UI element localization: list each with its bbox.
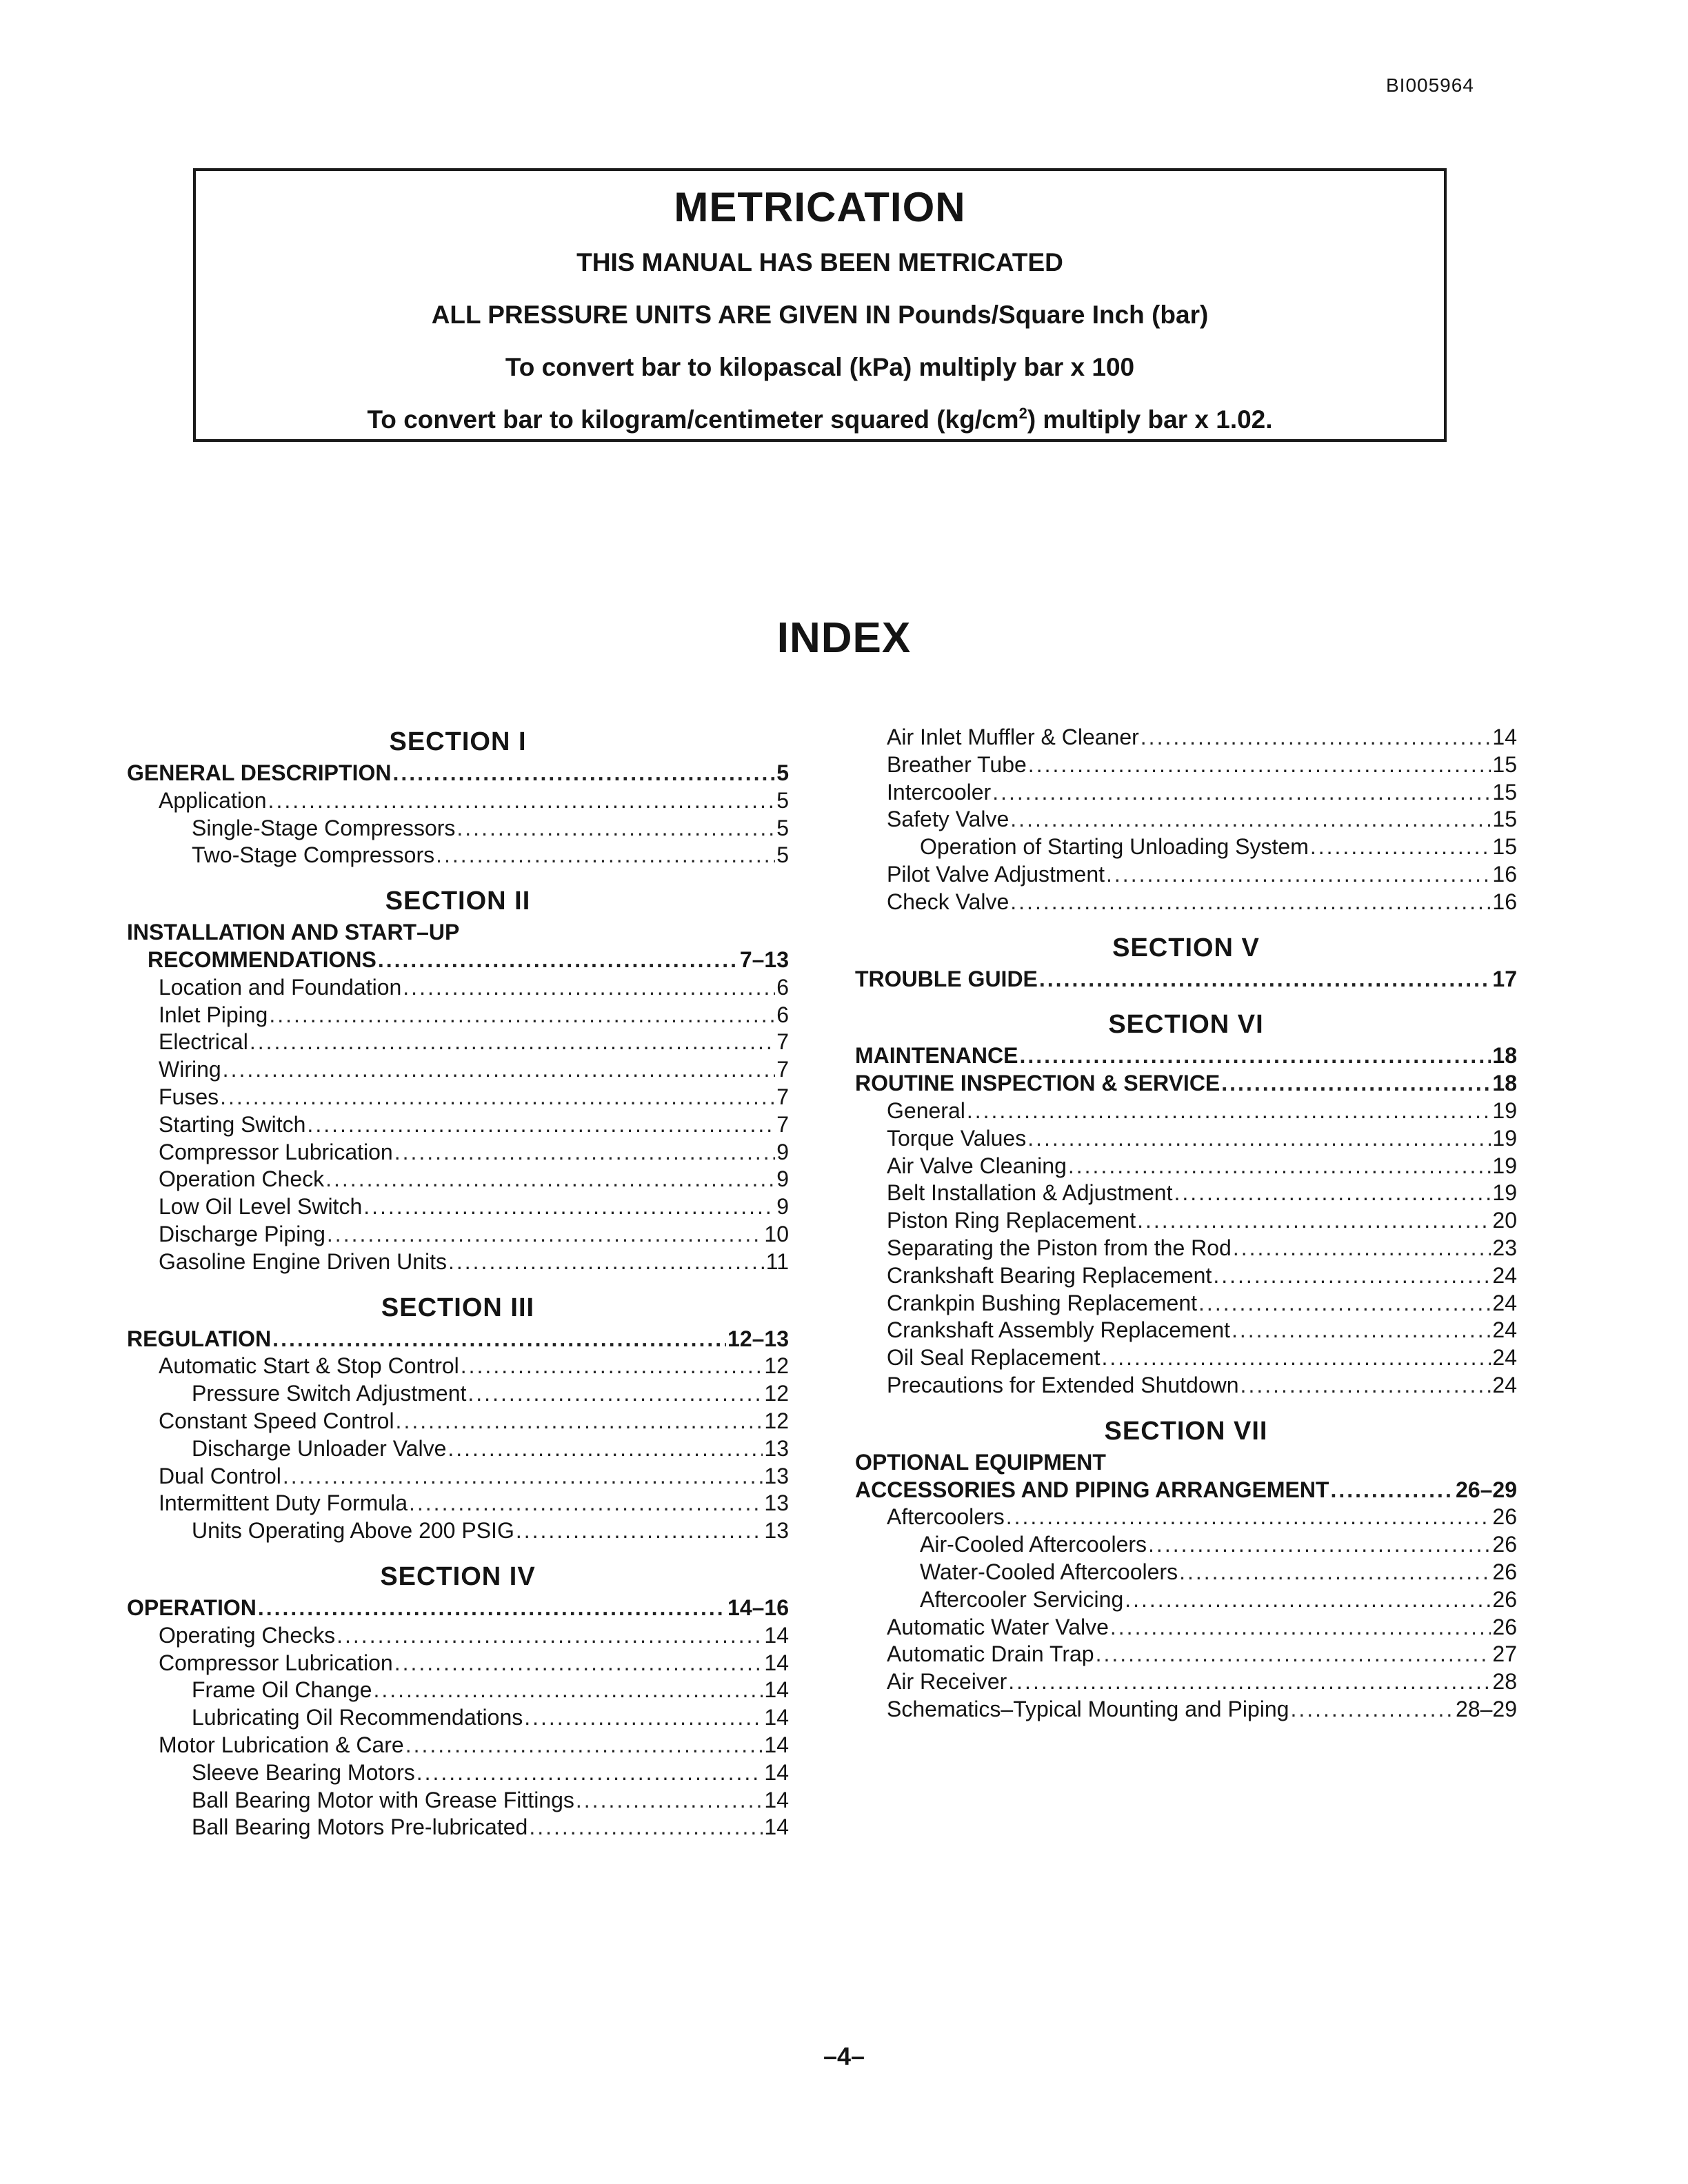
toc-entry-page: 18 — [1492, 1071, 1517, 1096]
toc-entry[interactable] — [855, 1614, 1517, 1641]
toc-entry-page: 24 — [1492, 1372, 1517, 1397]
toc-leader-dots — [403, 974, 775, 1002]
toc-leader-dots — [327, 1221, 763, 1248]
toc-leader-dots — [992, 779, 1491, 807]
toc-entry[interactable] — [127, 1490, 789, 1517]
toc-entry-label: Constant Speed Control — [159, 1408, 394, 1433]
toc-entry-label: Lubricating Oil Recommendations — [192, 1705, 523, 1730]
toc-entry[interactable] — [855, 1504, 1517, 1531]
toc-leader-dots — [1213, 1262, 1491, 1290]
toc-leader-dots — [1125, 1586, 1491, 1614]
metrication-line-1: THIS MANUAL HAS BEEN METRICATED — [576, 248, 1063, 276]
toc-entry-page: 14 — [764, 1622, 789, 1648]
document-id: BI005964 — [1386, 74, 1474, 96]
toc-entry[interactable] — [855, 1070, 1517, 1098]
toc-entry-label: Electrical — [159, 1029, 248, 1055]
toc-leader-dots — [1019, 1042, 1491, 1070]
section-heading: SECTION VI — [1108, 1010, 1264, 1040]
toc-entry[interactable] — [855, 1262, 1517, 1290]
toc-entry-page: 27 — [1492, 1641, 1517, 1667]
toc-entry[interactable] — [855, 1153, 1517, 1180]
toc-entry-label: Two-Stage Compressors — [192, 842, 435, 868]
toc-entry-label: Crankshaft Bearing Replacement — [887, 1262, 1212, 1288]
toc-entry-page: 9 — [776, 1194, 789, 1220]
toc-entry-page: 26 — [1492, 1532, 1517, 1557]
toc-heading-line: INSTALLATION AND START–UP — [127, 920, 460, 945]
toc-leader-dots — [1137, 1207, 1491, 1235]
toc-entry[interactable] — [127, 1166, 789, 1193]
toc-leader-dots — [1106, 861, 1491, 889]
toc-leader-dots — [1096, 1641, 1491, 1668]
toc-entry-label: Fuses — [159, 1084, 219, 1109]
toc-leader-dots — [378, 947, 738, 974]
toc-entry-page: 26 — [1492, 1586, 1517, 1612]
toc-entry[interactable] — [855, 1042, 1517, 1070]
toc-leader-dots — [363, 1193, 775, 1221]
index-title: INDEX — [776, 614, 912, 662]
toc-entry-page: 28–29 — [1456, 1696, 1517, 1721]
toc-leader-dots — [268, 787, 776, 815]
toc-leader-dots — [1198, 1290, 1491, 1317]
toc-entry-label: Oil Seal Replacement — [887, 1345, 1101, 1371]
toc-entry[interactable] — [127, 1139, 789, 1166]
toc-entry[interactable] — [127, 1248, 789, 1276]
toc-entry-label: Compressor Lubrication — [159, 1139, 393, 1164]
toc-entry-page: 24 — [1492, 1345, 1517, 1371]
toc-entry-label: Check Valve — [887, 889, 1009, 914]
toc-leader-dots — [1290, 1696, 1454, 1723]
toc-entry[interactable] — [855, 1290, 1517, 1317]
toc-entry[interactable] — [127, 1650, 789, 1677]
toc-leader-dots — [1141, 724, 1491, 751]
toc-entry[interactable] — [855, 724, 1517, 751]
toc-leader-dots — [1148, 1531, 1491, 1559]
toc-leader-dots — [250, 1029, 775, 1056]
toc-entry-page: 16 — [1492, 889, 1517, 914]
toc-entry-page: 24 — [1492, 1262, 1517, 1288]
toc-entry-page: 19 — [1492, 1125, 1517, 1151]
toc-leader-dots — [1027, 1125, 1491, 1153]
toc-heading-line: OPTIONAL EQUIPMENT — [855, 1449, 1106, 1475]
toc-entry-page: 12 — [764, 1353, 789, 1379]
toc-entry[interactable] — [855, 1696, 1517, 1723]
toc-entry-label: Torque Values — [887, 1125, 1027, 1151]
toc-leader-dots — [1010, 806, 1491, 833]
toc-entry-page: 7–13 — [739, 947, 789, 972]
metrication-line-4-text: To convert bar to kilogram/centimeter squared (kg/cm — [367, 405, 1019, 434]
toc-entry-page: 19 — [1492, 1153, 1517, 1178]
toc-entry[interactable] — [855, 1559, 1517, 1586]
toc-leader-dots — [394, 1650, 763, 1677]
toc-entry-page: 7 — [776, 1111, 789, 1137]
toc-entry-label: Discharge Unloader Valve — [192, 1435, 447, 1461]
toc-leader-dots — [392, 760, 775, 787]
toc-entry-page: 26 — [1492, 1614, 1517, 1639]
toc-entry[interactable] — [127, 1002, 789, 1029]
toc-entry-page: 15 — [1492, 834, 1517, 860]
toc-entry[interactable] — [855, 779, 1517, 807]
toc-entry-page: 10 — [764, 1221, 789, 1246]
toc-entry-page: 16 — [1492, 861, 1517, 887]
toc-entry[interactable] — [127, 1084, 789, 1111]
toc-entry[interactable] — [127, 1517, 789, 1545]
toc-entry-label: Low Oil Level Switch — [159, 1194, 363, 1220]
toc-leader-dots — [258, 1595, 726, 1622]
toc-entry-label: Water-Cooled Aftercoolers — [920, 1559, 1178, 1584]
toc-leader-dots — [1232, 1317, 1491, 1344]
toc-entry-page: 14–16 — [727, 1595, 789, 1620]
toc-entry[interactable] — [855, 806, 1517, 833]
toc-entry-label: Automatic Drain Trap — [887, 1641, 1094, 1667]
toc-entry[interactable] — [855, 751, 1517, 779]
toc-entry[interactable] — [127, 1380, 789, 1408]
toc-entry-label: Separating the Piston from the Rod — [887, 1235, 1232, 1260]
toc-entry[interactable] — [855, 1641, 1517, 1668]
toc-entry-label: Aftercooler Servicing — [920, 1586, 1124, 1612]
toc-entry[interactable] — [855, 1317, 1517, 1344]
toc-entry-page: 6 — [776, 1002, 789, 1027]
toc-entry-label: Intermittent Duty Formula — [159, 1490, 408, 1516]
toc-entry[interactable] — [855, 889, 1517, 916]
toc-leader-dots — [336, 1622, 763, 1650]
toc-leader-dots — [1240, 1372, 1491, 1399]
toc-entry[interactable] — [127, 1111, 789, 1139]
section-heading: SECTION III — [381, 1293, 535, 1322]
metrication-title: METRICATION — [674, 184, 966, 230]
toc-entry-page: 5 — [776, 760, 789, 785]
toc-entry-label: Sleeve Bearing Motors — [192, 1759, 415, 1785]
toc-entry-label: Operation of Starting Unloading System — [920, 834, 1309, 860]
toc-leader-dots — [576, 1787, 763, 1814]
toc-entry-page: 13 — [764, 1463, 789, 1488]
toc-leader-dots — [269, 1002, 775, 1029]
toc-entry-label: Piston Ring Replacement — [887, 1208, 1136, 1233]
toc-entry[interactable] — [127, 1221, 789, 1248]
toc-leader-dots — [1330, 1477, 1454, 1504]
toc-entry-label: Intercooler — [887, 779, 992, 805]
toc-entry-page: 28 — [1492, 1669, 1517, 1695]
section-heading: SECTION II — [385, 887, 531, 916]
toc-leader-dots — [1010, 889, 1491, 916]
toc-entry-label: General — [887, 1098, 965, 1123]
toc-leader-dots — [436, 842, 775, 869]
toc-entry-label: Air-Cooled Aftercoolers — [920, 1532, 1147, 1557]
toc-entry-label: Safety Valve — [887, 807, 1009, 832]
toc-entry-label: Location and Foundation — [159, 974, 402, 1000]
toc-entry[interactable] — [855, 1180, 1517, 1207]
toc-leader-dots — [1028, 751, 1491, 779]
toc-leader-dots — [1174, 1180, 1491, 1207]
metrication-line-2: ALL PRESSURE UNITS ARE GIVEN IN Pounds/Square Inch (bar) — [431, 301, 1209, 329]
toc-entry[interactable] — [127, 1029, 789, 1056]
metrication-line-4 — [196, 405, 1444, 434]
toc-entry-label: Inlet Piping — [159, 1002, 268, 1027]
toc-entry-label: Schematics–Typical Mounting and Piping — [887, 1696, 1289, 1721]
toc-entry-page: 9 — [776, 1139, 789, 1164]
toc-entry-page: 18 — [1492, 1043, 1517, 1069]
toc-entry-label: Application — [159, 787, 267, 813]
metrication-box — [193, 168, 1447, 442]
toc-entry-page: 15 — [1492, 779, 1517, 805]
toc-leader-dots — [1006, 1504, 1491, 1531]
toc-entry[interactable] — [855, 861, 1517, 889]
toc-entry-label: TROUBLE GUIDE — [855, 966, 1038, 991]
toc-entry-page: 13 — [764, 1518, 789, 1544]
toc-entry[interactable] — [127, 1056, 789, 1084]
toc-entry-label: Dual Control — [159, 1463, 281, 1488]
toc-entry-page: 12 — [764, 1408, 789, 1433]
toc-entry-page: 5 — [776, 787, 789, 813]
section-heading: SECTION I — [389, 727, 527, 756]
toc-entry-label: MAINTENANCE — [855, 1043, 1018, 1069]
toc-entry-label: Operating Checks — [159, 1622, 336, 1648]
toc-leader-dots — [1179, 1559, 1491, 1586]
toc-entry[interactable] — [127, 1408, 789, 1435]
toc-leader-dots — [461, 1353, 763, 1380]
toc-entry-label: Ball Bearing Motors Pre-lubricated — [192, 1814, 528, 1840]
toc-entry-label: Crankshaft Assembly Replacement — [887, 1317, 1230, 1343]
toc-entry-page: 26 — [1492, 1559, 1517, 1584]
toc-leader-dots — [373, 1677, 763, 1704]
toc-entry[interactable] — [855, 1125, 1517, 1153]
toc-entry-page: 14 — [764, 1732, 789, 1757]
toc-entry[interactable] — [855, 1668, 1517, 1696]
toc-leader-dots — [468, 1380, 763, 1408]
toc-entry-label: OPERATION — [127, 1595, 257, 1620]
toc-entry-label: Breather Tube — [887, 751, 1027, 777]
toc-entry[interactable] — [855, 1586, 1517, 1614]
toc-entry-page: 24 — [1492, 1290, 1517, 1315]
toc-entry-label: ACCESSORIES AND PIPING ARRANGEMENT — [855, 1477, 1329, 1502]
toc-entry[interactable] — [127, 760, 789, 787]
toc-entry-page: 6 — [776, 974, 789, 1000]
toc-entry-page: 26 — [1492, 1504, 1517, 1530]
metrication-line-3: To convert bar to kilopascal (kPa) multiply bar x 100 — [505, 353, 1135, 381]
toc-entry-page: 24 — [1492, 1317, 1517, 1343]
toc-leader-dots — [409, 1490, 763, 1517]
toc-entry[interactable] — [127, 1353, 789, 1380]
toc-leader-dots — [1110, 1614, 1491, 1641]
toc-entry-label: Compressor Lubrication — [159, 1650, 393, 1675]
toc-entry-page: 20 — [1492, 1208, 1517, 1233]
toc-entry-page: 15 — [1492, 807, 1517, 832]
toc-entry-page: 14 — [764, 1705, 789, 1730]
toc-entry-label: Gasoline Engine Driven Units — [159, 1248, 447, 1274]
toc-entry[interactable] — [127, 787, 789, 815]
toc-entry[interactable] — [127, 1622, 789, 1650]
toc-entry-page: 13 — [764, 1490, 789, 1516]
toc-entry[interactable] — [855, 1531, 1517, 1559]
toc-leader-dots — [1101, 1344, 1491, 1372]
toc-entry-label: REGULATION — [127, 1326, 272, 1351]
toc-leader-dots — [967, 1098, 1491, 1125]
toc-leader-dots — [223, 1056, 776, 1084]
toc-entry-page: 7 — [776, 1084, 789, 1109]
toc-leader-dots — [272, 1326, 726, 1353]
toc-entry[interactable] — [127, 1595, 789, 1622]
toc-entry-page: 7 — [776, 1057, 789, 1082]
toc-entry-page: 12 — [764, 1381, 789, 1406]
index-right-column — [855, 724, 1517, 1723]
toc-entry-label: Operation Check — [159, 1166, 325, 1192]
toc-leader-dots — [524, 1704, 763, 1732]
metrication-line-4-tail: ) multiply bar x 1.02. — [1027, 405, 1273, 434]
toc-entry-label: Discharge Piping — [159, 1221, 325, 1246]
toc-entry-label: ROUTINE INSPECTION & SERVICE — [855, 1071, 1220, 1096]
toc-entry-label: Air Valve Cleaning — [887, 1153, 1067, 1178]
toc-entry[interactable] — [127, 1704, 789, 1732]
toc-entry-page: 26–29 — [1456, 1477, 1517, 1502]
toc-leader-dots — [416, 1759, 763, 1787]
toc-leader-dots — [396, 1408, 763, 1435]
toc-entry[interactable] — [127, 1814, 789, 1841]
toc-entry-page: 15 — [1492, 751, 1517, 777]
toc-entry-page: 19 — [1492, 1180, 1517, 1206]
toc-entry-label: Ball Bearing Motor with Grease Fittings — [192, 1787, 574, 1812]
toc-entry[interactable] — [127, 1326, 789, 1353]
toc-entry-page: 14 — [764, 1677, 789, 1703]
index-left-column — [127, 724, 789, 1841]
toc-entry[interactable] — [127, 1677, 789, 1704]
toc-entry-label: Automatic Start & Stop Control — [159, 1353, 459, 1379]
toc-leader-dots — [516, 1517, 763, 1545]
toc-entry[interactable] — [855, 1372, 1517, 1399]
toc-entry-page: 14 — [764, 1787, 789, 1812]
toc-entry[interactable] — [127, 1193, 789, 1221]
toc-entry-page: 5 — [776, 815, 789, 840]
toc-entry-page: 7 — [776, 1029, 789, 1055]
toc-leader-dots — [1039, 966, 1491, 993]
toc-entry-label: Air Inlet Muffler & Cleaner — [887, 725, 1139, 749]
toc-entry-page: 14 — [764, 1814, 789, 1840]
toc-entry[interactable] — [855, 833, 1517, 861]
toc-entry-page: 14 — [764, 1759, 789, 1785]
toc-entry-label: Air Receiver — [887, 1669, 1007, 1695]
toc-entry-label: Starting Switch — [159, 1111, 306, 1137]
toc-entry-label: Units Operating Above 200 PSIG — [192, 1518, 514, 1544]
toc-entry[interactable] — [855, 966, 1517, 993]
toc-entry-label: Aftercoolers — [887, 1504, 1005, 1530]
toc-leader-dots — [1068, 1153, 1491, 1180]
toc-entry[interactable] — [127, 1435, 789, 1463]
toc-entry-label: Single-Stage Compressors — [192, 815, 456, 840]
toc-entry[interactable] — [127, 1759, 789, 1787]
toc-entry-page: 14 — [1492, 725, 1517, 749]
toc-leader-dots — [1008, 1668, 1491, 1696]
toc-leader-dots — [1221, 1070, 1491, 1098]
toc-entry-label: GENERAL DESCRIPTION — [127, 760, 392, 785]
toc-entry-page: 9 — [776, 1166, 789, 1192]
metrication-line-4-superscript: 2 — [1018, 405, 1027, 422]
toc-entry[interactable] — [855, 1098, 1517, 1125]
toc-entry[interactable] — [127, 974, 789, 1002]
toc-leader-dots — [456, 815, 775, 842]
toc-entry-label: Automatic Water Valve — [887, 1614, 1109, 1639]
toc-entry[interactable] — [127, 1787, 789, 1814]
toc-entry[interactable] — [127, 842, 789, 869]
toc-leader-dots — [448, 1248, 765, 1276]
toc-entry-label: Pressure Switch Adjustment — [192, 1381, 467, 1406]
toc-leader-dots — [394, 1139, 776, 1166]
toc-entry[interactable] — [127, 947, 789, 974]
toc-leader-dots — [1233, 1235, 1491, 1262]
toc-entry-page: 11 — [765, 1248, 789, 1274]
toc-leader-dots — [405, 1732, 763, 1759]
section-heading: SECTION V — [1112, 933, 1260, 962]
toc-entry[interactable] — [855, 1207, 1517, 1235]
toc-entry-label: RECOMMENDATIONS — [148, 947, 376, 972]
toc-entry-page: 23 — [1492, 1235, 1517, 1260]
toc-entry[interactable] — [127, 1463, 789, 1490]
toc-entry[interactable] — [855, 1235, 1517, 1262]
toc-leader-dots — [307, 1111, 775, 1139]
toc-entry-label: Belt Installation & Adjustment — [887, 1180, 1173, 1206]
toc-entry-page: 17 — [1492, 966, 1517, 991]
toc-entry-page: 5 — [776, 842, 789, 868]
toc-entry-label: Wiring — [159, 1057, 221, 1082]
toc-entry-label: Frame Oil Change — [192, 1677, 372, 1703]
toc-entry[interactable] — [127, 1732, 789, 1759]
toc-leader-dots — [448, 1435, 763, 1463]
toc-entry-label: Pilot Valve Adjustment — [887, 861, 1105, 887]
toc-leader-dots — [325, 1166, 775, 1193]
toc-entry[interactable] — [855, 1344, 1517, 1372]
toc-leader-dots — [220, 1084, 775, 1111]
toc-entry[interactable] — [855, 1477, 1517, 1504]
section-heading: SECTION IV — [380, 1561, 536, 1591]
toc-entry[interactable] — [127, 815, 789, 842]
toc-entry-page: 12–13 — [727, 1326, 789, 1351]
toc-entry-label: Precautions for Extended Shutdown — [887, 1372, 1239, 1397]
toc-leader-dots — [1310, 833, 1491, 861]
toc-entry-page: 14 — [764, 1650, 789, 1675]
toc-entry-label: Crankpin Bushing Replacement — [887, 1290, 1198, 1315]
toc-leader-dots — [529, 1814, 763, 1841]
toc-leader-dots — [283, 1463, 763, 1490]
toc-entry-label: Motor Lubrication & Care — [159, 1732, 404, 1757]
section-heading: SECTION VII — [1104, 1416, 1268, 1446]
toc-entry-page: 13 — [764, 1435, 789, 1461]
page-number: –4– — [823, 2042, 865, 2070]
toc-entry-page: 19 — [1492, 1098, 1517, 1123]
